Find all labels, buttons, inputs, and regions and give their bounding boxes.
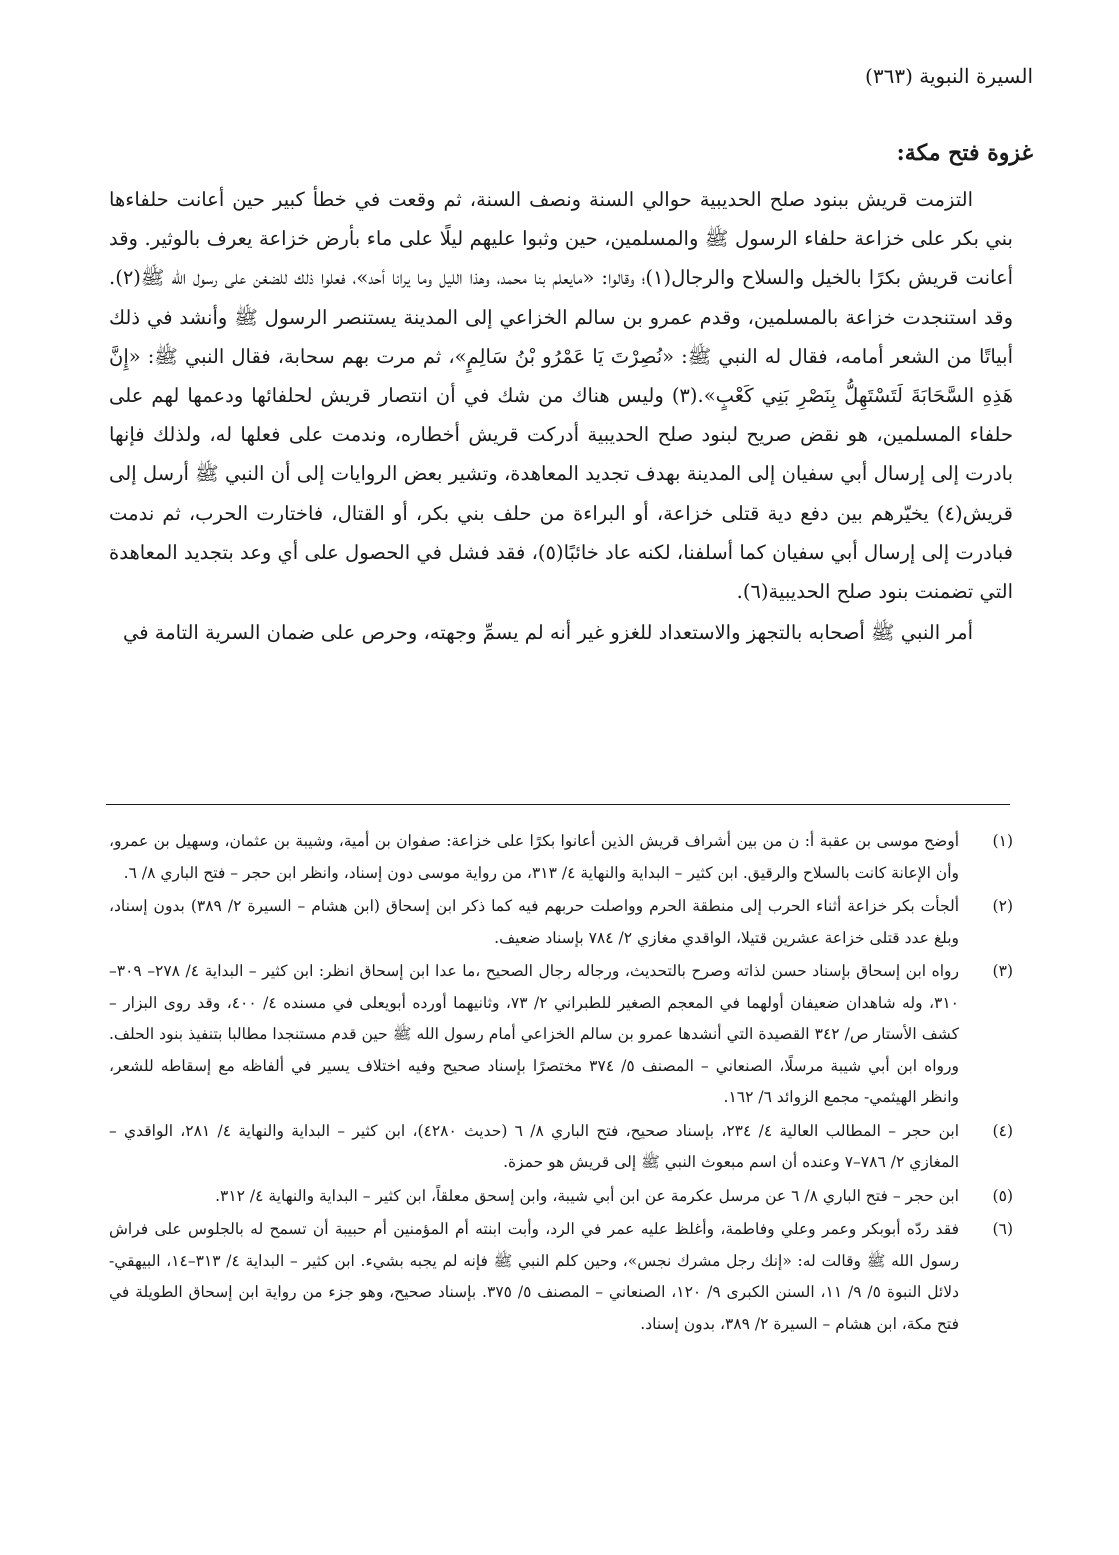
footnote-number: (٤) [992,1121,1013,1140]
footnote-divider [106,804,1010,805]
footnote [109,1116,1013,1179]
running-header: السيرة النبوية (٣٦٣) [865,64,1033,88]
section-title: غزوة فتح مكة: [896,140,1033,166]
footnote-number: (٢) [992,897,1013,915]
footnote-number: (٣) [992,962,1013,980]
footnote-text: ألجأت بكر خزاعة أثناء الحرب إلى منطقة الحرم وواصلت حربهم فيه كما ذكر ابن إسحاق (ابن هشام – السيرة ٢/ ٣٨٩) بدون إسناد، وبلغ عدد قتلى خزاعة عشرين قتيلا، الواقدي مغازي ٢/ ٧٨٤ بإسناد ضعيف. [109,897,959,947]
footnote [109,826,1013,889]
footnote-text: رواه ابن إسحاق بإسناد حسن لذاته وصرح بالتحديث، ورجاله رجال الصحيح ،ما عدا ابن إسحاق انظر: ابن كثير – البداية ٤/ ٢٧٨– ٣٠٩–٣١٠، وله شاهدان ضعيفان أولهما في المعجم الصغير للطبراني ٢/ ٧٣، وثانيهما أورده أبويعلى في مسنده ٤/ ٤٠٠، وقد روى البزار – كشف الأستار ص/ ٣٤٢ القصيدة التي أنشدها عمرو بن سالم الخزاعي أمام رسول الله ﷺ حين قدم مستنجدا مطالبا بتنفيذ بنود الحلف. ورواه ابن أبي شيبة مرسلًا، الصنعاني – المصنف ٥/ ٣٧٤ مختصرًا بإسناد صحيح وفيه اختلاف يسير في ألفاظه مع إسقاطه للشعر، وانظر الهيثمي- مجمع الزوائد ٦/ ١٦٢. [109,962,959,1106]
footnote [109,891,1013,954]
footnote-number: (٥) [992,1186,1013,1205]
footnotes [109,826,1013,1342]
body-text [109,180,1013,652]
footnote-text: ابن حجر – فتح الباري ٨/ ٦ عن مرسل عكرمة عن ابن أبي شيبة، وابن إسحق معلقاً، ابن كثير – البداية والنهاية ٤/ ٣١٢. [215,1186,959,1205]
paragraph: أمر النبي ﷺ أصحابه بالتجهز والاستعداد للغزو غير أنه لم يسمِّ وجهته، وحرص على ضمان السرية التامة في [122,621,973,645]
paragraph: التزمت قريش ببنود صلح الحديبية حوالي السنة ونصف السنة، ثم وقعت في خطأ كبير حين أعانت حلفاءها بني بكر على خزاعة حلفاء الرسول ﷺ والمسلمين، حين وثبوا عليهم ليلًا على ماء بأرض خزاعة يعرف بالوثير. وقد أعانت قريش بكرًا بالخيل والسلاح والرجال(١)؛ وقالوا: «مايعلم بنا محمد، وهذا الليل وما يرانا أحد»، فعلوا ذلك للضغن على رسول الله ﷺ(٢). وقد استنجدت خزاعة بالمسلمين، وقدم عمرو بن سالم الخزاعي إلى المدينة يستنصر الرسول ﷺ وأنشد في ذلك أبياتًا من الشعر أمامه، فقال له النبي ﷺ: «نُصِرْتَ يَا عَمْرُو بْنُ سَالِمٍ»، ثم مرت بهم سحابة، فقال النبي ﷺ: «إِنَّ هَذِهِ السَّحَابَةَ لَتَسْتَهِلُّ بِنَصْرِ بَنِي كَعْبٍ».(٣) وليس هناك من شك في أن انتصار قريش لحلفائها ودعمها لهم على حلفاء المسلمين، هو نقض صريح لبنود صلح الحديبية أدركت قريش أخطاره، وندمت على فعلها له، ولذلك فإنها بادرت إلى إرسال أبي سفيان إلى المدينة بهدف تجديد المعاهدة، وتشير بعض الروايات إلى أن النبي ﷺ أرسل إلى قريش(٤) يخيّرهم بين دفع دية قتلى خزاعة، أو البراءة من حلف بني بكر، أو القتال، فاختارت الحرب، ثم ندمت فبادرت إلى إرسال أبي سفيان كما أسلفنا، لكنه عاد خائبًا(٥)، فقد فشل في الحصول على أي وعد بتجديد المعاهدة التي تضمنت بنود صلح الحديبية(٦). [109,188,1014,604]
footnote-text: فقد ردّه أبوبكر وعمر وعلي وفاطمة، وأغلظ عليه عمر في الرد، وأبت ابنته أم المؤمنين أم حبيبة أن تسمح له بالجلوس على فراش رسول الله ﷺ وقالت له: «إنك رجل مشرك نجس»، وحين كلم النبي ﷺ فإنه لم يجبه بشيء. ابن كثير – البداية ٤/ ٣١٣–١٤، البيهقي- دلائل النبوة ٥/ ٩/ ١١، السنن الكبرى ٩/ ١٢٠، الصنعاني – المصنف ٥/ ٣٧٥. بإسناد صحيح، وهو جزء من رواية ابن إسحاق الطويلة في فتح مكة، ابن هشام – السيرة ٢/ ٣٨٩، بدون إسناد. [109,1220,959,1333]
footnote-text: ابن حجر – المطالب العالية ٤/ ٢٣٤، بإسناد صحيح، فتح الباري ٨/ ٦ (حديث ٤٢٨٠)، ابن كثير – البداية والنهاية ٤/ ٢٨١، الواقدي – المغازي ٢/ ٧٨٦–٧ وعنده أن اسم مبعوث النبي ﷺ إلى قريش هو حمزة. [109,1121,959,1171]
footnote-number: (١) [992,832,1013,850]
footnote [109,956,1013,1114]
footnote [109,1214,1013,1340]
footnote-text: أوضح موسى بن عقبة أ: ن من بين أشراف قريش الذين أعانوا بكرًا على خزاعة: صفوان بن أمية، وشيبة بن عثمان، وسهيل بن عمرو، وأن الإعانة كانت بالسلاح والرقيق. ابن كثير – البداية والنهاية ٤/ ٣١٣، من رواية موسى دون إسناد، وانظر ابن حجر – فتح الباري ٨/ ٦. [109,832,959,882]
footnote-number: (٦) [992,1220,1013,1238]
footnote [109,1181,1013,1213]
